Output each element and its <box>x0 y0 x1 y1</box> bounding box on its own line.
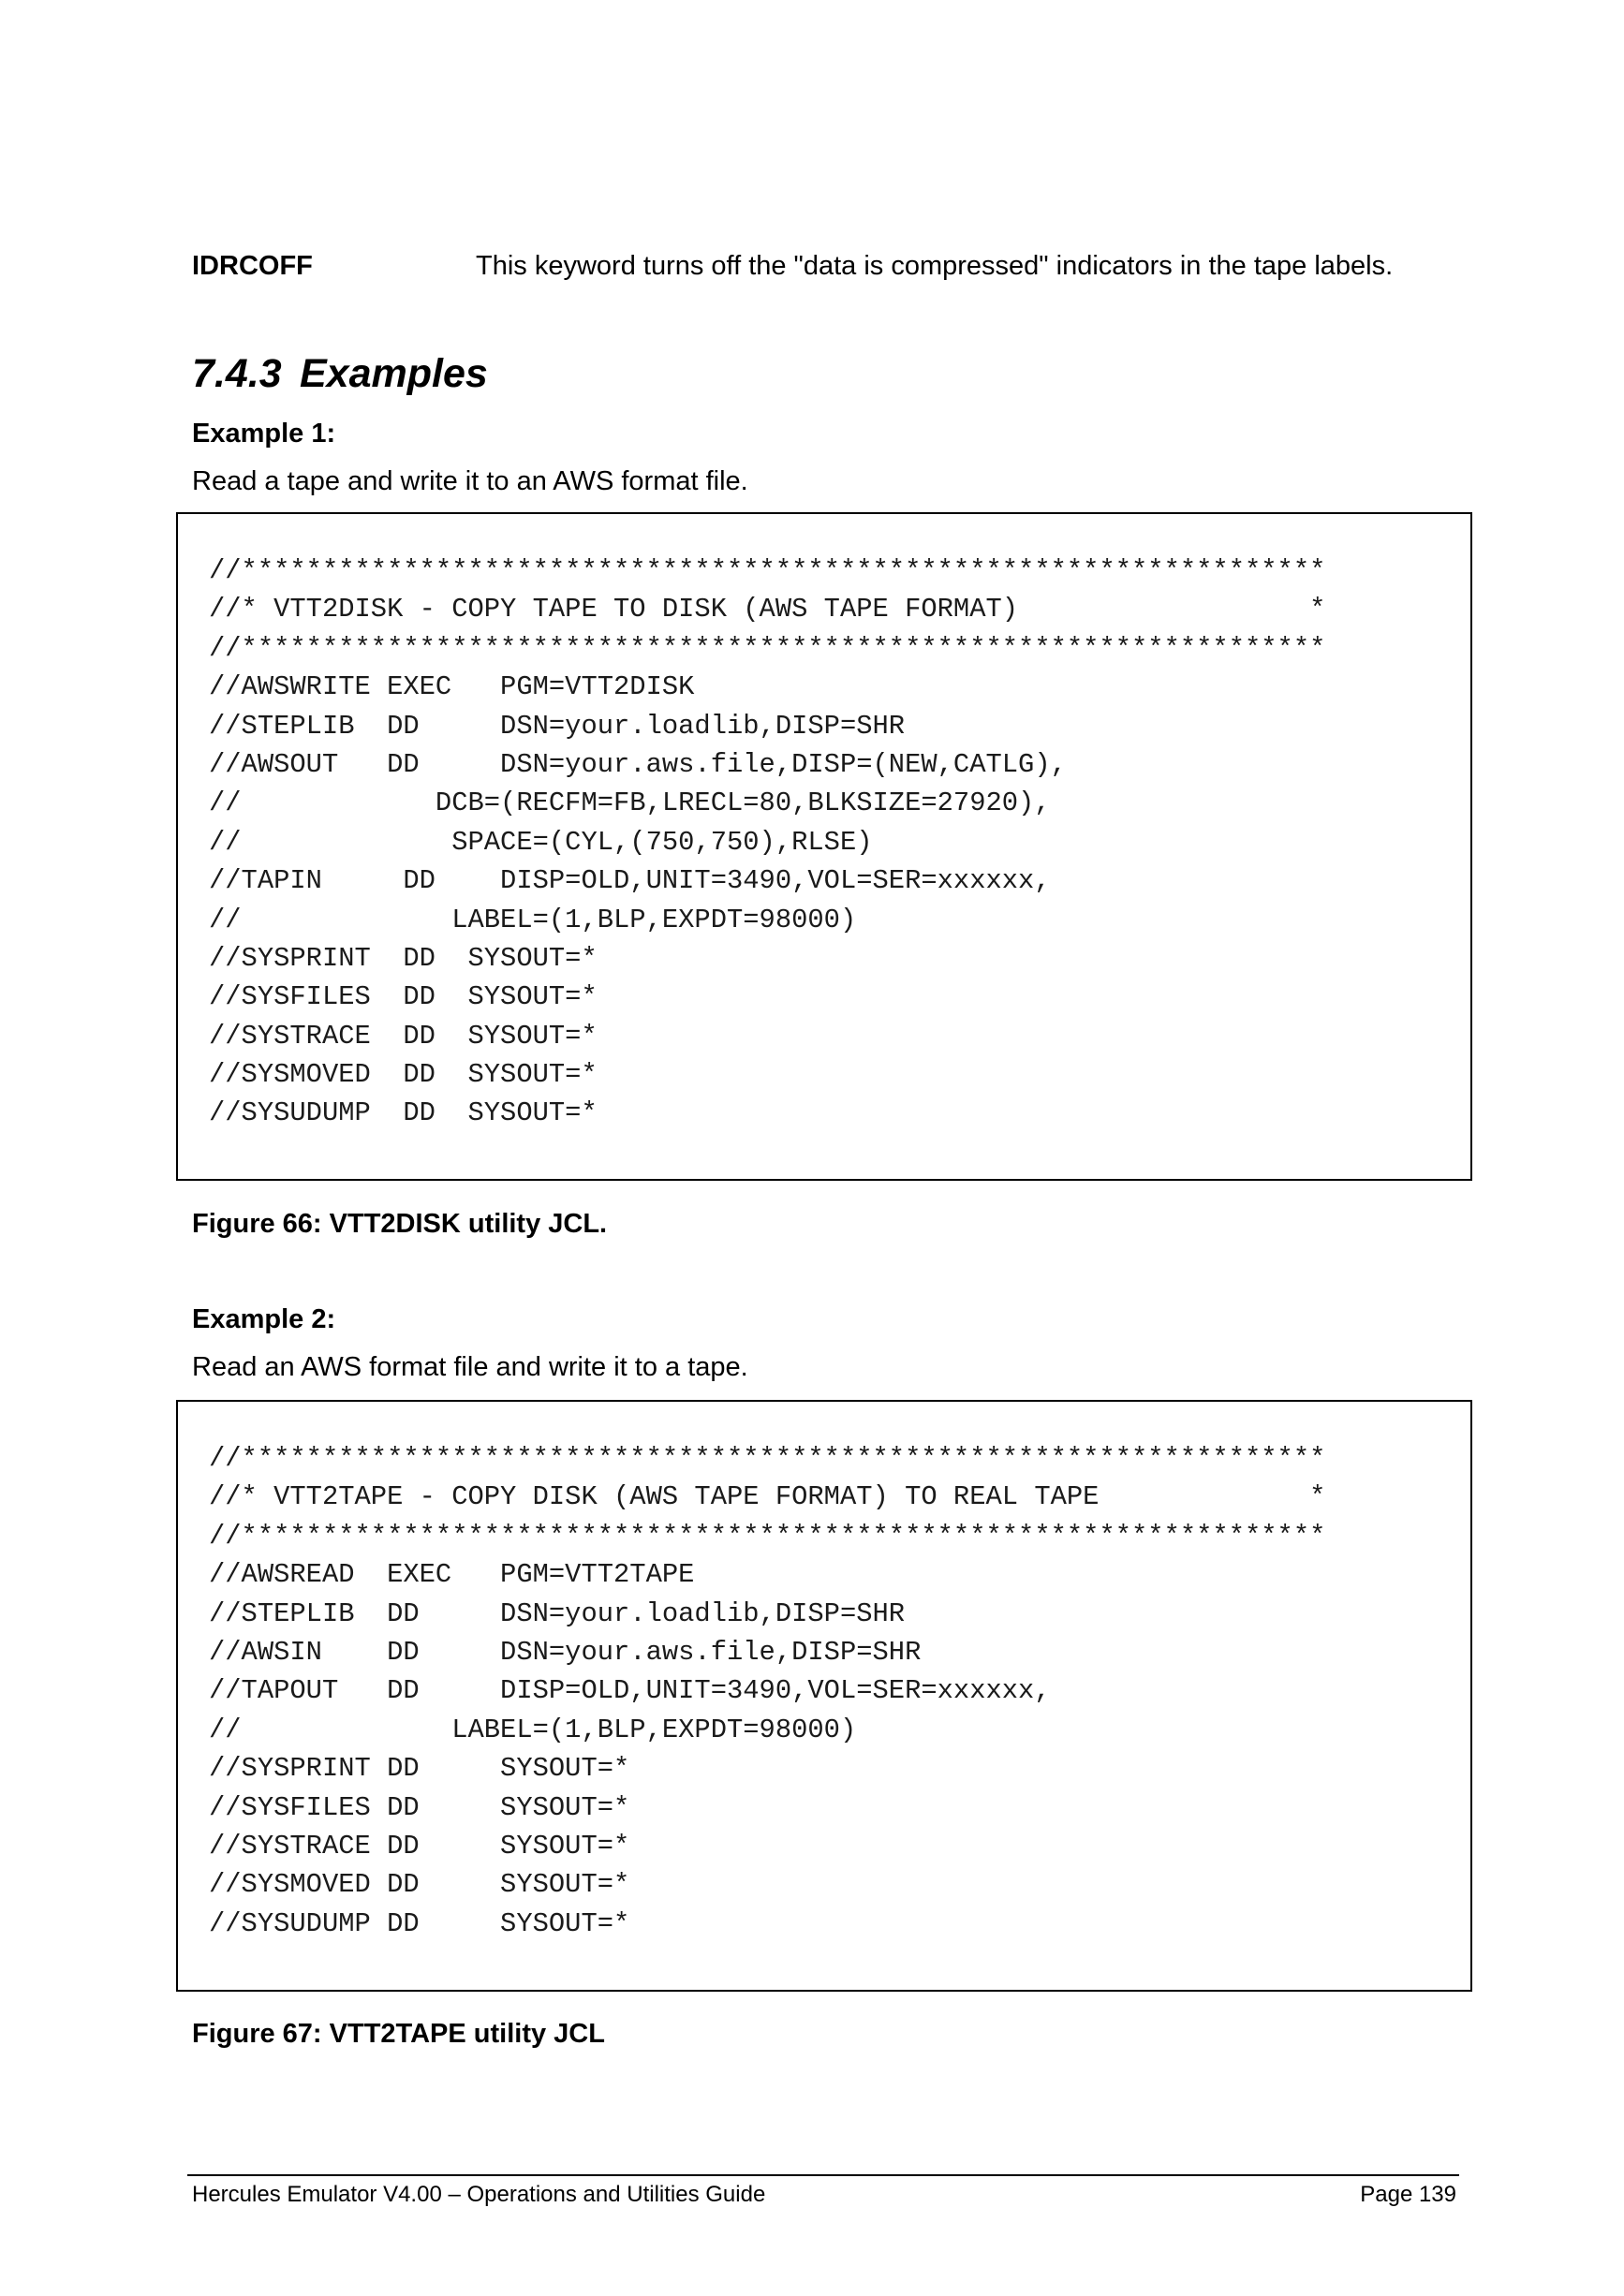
footer-divider <box>187 2174 1459 2176</box>
code-line: //******************************************************************* <box>209 1443 1326 1474</box>
example-1-title: Example 1: <box>192 419 336 449</box>
code-line: //SYSPRINT DD SYSOUT=* <box>209 942 598 974</box>
example-2-code-box <box>176 1400 1472 1992</box>
code-line: //******************************************************************* <box>209 632 1326 664</box>
figure-67-caption: Figure 67: VTT2TAPE utility JCL <box>192 2019 605 2049</box>
keyword-definition-row <box>192 247 1503 285</box>
code-line: // LABEL=(1,BLP,EXPDT=98000) <box>209 1714 857 1745</box>
code-line: //SYSFILES DD SYSOUT=* <box>209 1791 630 1823</box>
section-number: 7.4.3 <box>192 351 282 396</box>
footer-document-title: Hercules Emulator V4.00 – Operations and Utilities Guide <box>192 2182 766 2207</box>
code-line: //SYSUDUMP DD SYSOUT=* <box>209 1907 630 1939</box>
example-1-description: Read a tape and write it to an AWS format file. <box>192 466 748 496</box>
code-line: //* VTT2TAPE - COPY DISK (AWS TAPE FORMAT) TO REAL TAPE * <box>209 1481 1326 1513</box>
figure-66-caption: Figure 66: VTT2DISK utility JCL. <box>192 1209 608 1239</box>
code-line: //TAPOUT DD DISP=OLD,UNIT=3490,VOL=SER=xxxxxx, <box>209 1675 1051 1707</box>
section-heading <box>192 347 488 400</box>
example-1-code <box>209 552 1325 1133</box>
footer-page-number: Page 139 <box>1360 2182 1456 2207</box>
example-2-title: Example 2: <box>192 1304 336 1334</box>
code-line: //SYSMOVED DD SYSOUT=* <box>209 1869 630 1901</box>
code-line: //AWSOUT DD DSN=your.aws.file,DISP=(NEW,CATLG), <box>209 748 1067 780</box>
code-line: //TAPIN DD DISP=OLD,UNIT=3490,VOL=SER=xxxxxx, <box>209 865 1051 897</box>
keyword-term: IDRCOFF <box>192 251 313 281</box>
code-line: // SPACE=(CYL,(750,750),RLSE) <box>209 826 873 858</box>
code-line: //AWSREAD EXEC PGM=VTT2TAPE <box>209 1559 695 1591</box>
example-2-code <box>209 1439 1325 1943</box>
code-line: //******************************************************************* <box>209 1520 1326 1552</box>
code-line: //AWSIN DD DSN=your.aws.file,DISP=SHR <box>209 1636 922 1668</box>
code-line: //STEPLIB DD DSN=your.loadlib,DISP=SHR <box>209 710 906 742</box>
code-line: //* VTT2DISK - COPY TAPE TO DISK (AWS TAPE FORMAT) * <box>209 594 1326 626</box>
code-line: //SYSPRINT DD SYSOUT=* <box>209 1753 630 1785</box>
code-line: // DCB=(RECFM=FB,LRECL=80,BLKSIZE=27920), <box>209 787 1051 819</box>
section-title: Examples <box>300 351 488 396</box>
keyword-description: This keyword turns off the "data is compressed" indicators in the tape labels. <box>476 251 1394 281</box>
code-line: //STEPLIB DD DSN=your.loadlib,DISP=SHR <box>209 1597 906 1629</box>
code-line: //******************************************************************* <box>209 555 1326 586</box>
example-1-code-box <box>176 512 1472 1181</box>
code-line: //AWSWRITE EXEC PGM=VTT2DISK <box>209 671 695 703</box>
code-line: //SYSTRACE DD SYSOUT=* <box>209 1020 598 1052</box>
code-line: //SYSTRACE DD SYSOUT=* <box>209 1830 630 1862</box>
code-line: //SYSUDUMP DD SYSOUT=* <box>209 1097 598 1129</box>
example-2-description: Read an AWS format file and write it to a tape. <box>192 1352 748 1382</box>
code-line: //SYSMOVED DD SYSOUT=* <box>209 1059 598 1091</box>
code-line: // LABEL=(1,BLP,EXPDT=98000) <box>209 904 857 935</box>
code-line: //SYSFILES DD SYSOUT=* <box>209 981 598 1013</box>
